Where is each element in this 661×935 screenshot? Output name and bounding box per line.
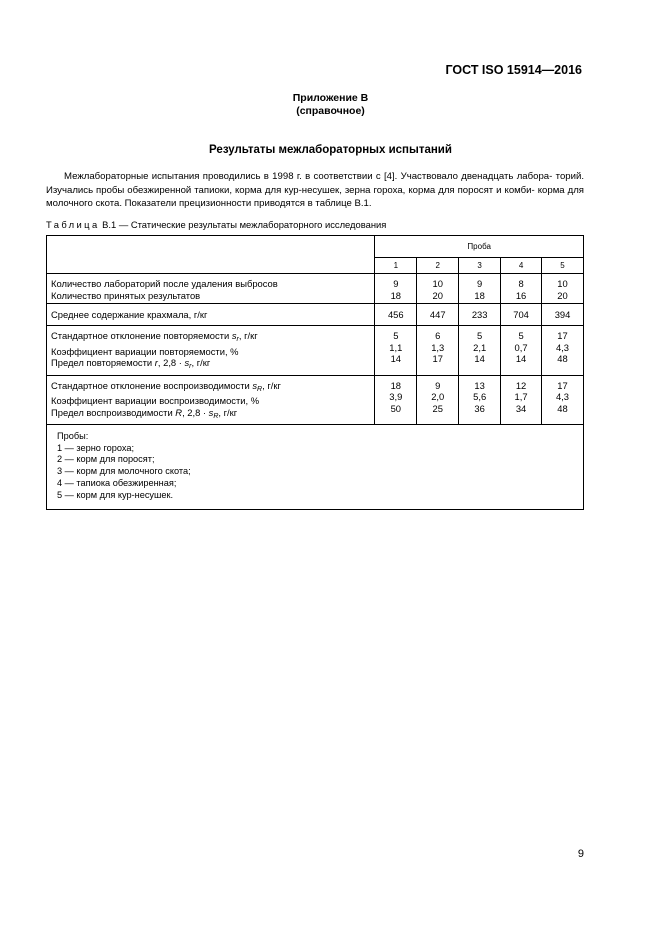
value-cell: 8 16 xyxy=(501,274,542,304)
table-row xyxy=(47,326,584,376)
value-cell: 704 xyxy=(501,304,542,326)
note-line: 5 — корм для кур-несушек. xyxy=(57,489,174,500)
note-line: 4 — тапиока обезжиренная; xyxy=(57,477,177,488)
results-table xyxy=(46,235,584,510)
note-line: 3 — корм для молочного скота; xyxy=(57,466,191,477)
page-number: 9 xyxy=(577,848,584,860)
value-cell: 12 1,7 34 xyxy=(501,375,542,425)
value-cell: 9 18 xyxy=(459,274,501,304)
column-number: 5 xyxy=(542,258,584,274)
row-label: Количество принятых результатов xyxy=(51,289,201,301)
value-cell: 6 1,3 17 xyxy=(417,326,459,376)
intro-paragraph xyxy=(46,170,584,211)
table-header-row xyxy=(47,236,584,258)
column-number: 1 xyxy=(375,258,417,274)
column-number: 4 xyxy=(501,258,542,274)
value-cell: 9 2,0 25 xyxy=(417,375,459,425)
row-label: Коэффициент вариации воспроизводимости, % xyxy=(51,395,260,406)
row-label: Стандартное отклонение повторяемости $s_r$, г/кг xyxy=(51,330,258,343)
note-line: 1 — зерно гороха; xyxy=(57,442,134,453)
value-cell: 9 18 xyxy=(375,274,417,304)
value-cell: 5 0,7 14 xyxy=(501,326,542,376)
value-cell: 5 2,1 14 xyxy=(459,326,501,376)
header-empty-cell xyxy=(47,236,375,274)
annex-title: Приложение В xyxy=(292,92,369,104)
table-caption-prefix: Таблица xyxy=(46,219,100,230)
section-title: Результаты межлабораторных испытаний xyxy=(209,144,452,156)
value-cell: 17 4,3 48 xyxy=(542,326,584,376)
value-cell: 17 4,3 48 xyxy=(542,375,584,425)
intro-line-1: Межлабораторные испытания проводились в 1998 г. в соответствии с [4]. Участвовало двенадцать лабора- xyxy=(64,171,553,182)
standard-code: ГОСТ ISO 15914—2016 xyxy=(445,63,582,77)
table-notes-row xyxy=(47,425,584,510)
annex-heading xyxy=(0,92,661,118)
header-sample: Проба xyxy=(375,236,584,258)
value-cell: 233 xyxy=(459,304,501,326)
note-line: 2 — корм для поросят; xyxy=(57,454,155,465)
table-caption-text: В.1 — Статические результаты межлабораторного исследования xyxy=(102,219,387,230)
annex-subtitle: (справочное) xyxy=(296,105,365,117)
row-labels xyxy=(47,274,375,304)
row-labels xyxy=(47,375,375,425)
note-line: Пробы: xyxy=(57,431,89,441)
value-cell: 18 3,9 50 xyxy=(375,375,417,425)
value-cell: 394 xyxy=(542,304,584,326)
column-number: 2 xyxy=(417,258,459,274)
row-label: Предел воспроизводимости R, $2,8 \cdot s_R$, г/кг xyxy=(51,406,238,420)
value-cell: 456 xyxy=(375,304,417,326)
row-label: Среднее содержание крахмала, г/кг xyxy=(47,304,375,326)
row-label: Количество лабораторий после удаления выбросов xyxy=(51,278,278,289)
row-label: Предел повторяемости r, $2,8 \cdot s_r$, г/кг xyxy=(51,357,211,370)
value-cell: 5 1,1 14 xyxy=(375,326,417,376)
column-number: 3 xyxy=(459,258,501,274)
value-cell: 10 20 xyxy=(417,274,459,304)
table-row xyxy=(47,304,584,326)
table-row xyxy=(47,375,584,425)
table-notes xyxy=(47,425,584,510)
intro-line-3: корма для молочного скота. Показатели прецизионности приводятся в таблице В.1. xyxy=(46,184,585,209)
row-labels xyxy=(47,326,375,376)
value-cell: 447 xyxy=(417,304,459,326)
row-label: Коэффициент вариации повторяемости, % xyxy=(51,345,239,357)
value-cell: 10 20 xyxy=(542,274,584,304)
table-row xyxy=(47,274,584,304)
row-label: Стандартное отклонение воспроизводимости $s_R$, г/кг xyxy=(51,379,281,393)
intro-line-2: торий. Изучались пробы обезжиренной тапиоки, корма для кур-несушек, зерна гороха, корма для поросят и комби- xyxy=(46,171,584,196)
table-caption xyxy=(46,219,386,230)
value-cell: 13 5,6 36 xyxy=(459,375,501,425)
